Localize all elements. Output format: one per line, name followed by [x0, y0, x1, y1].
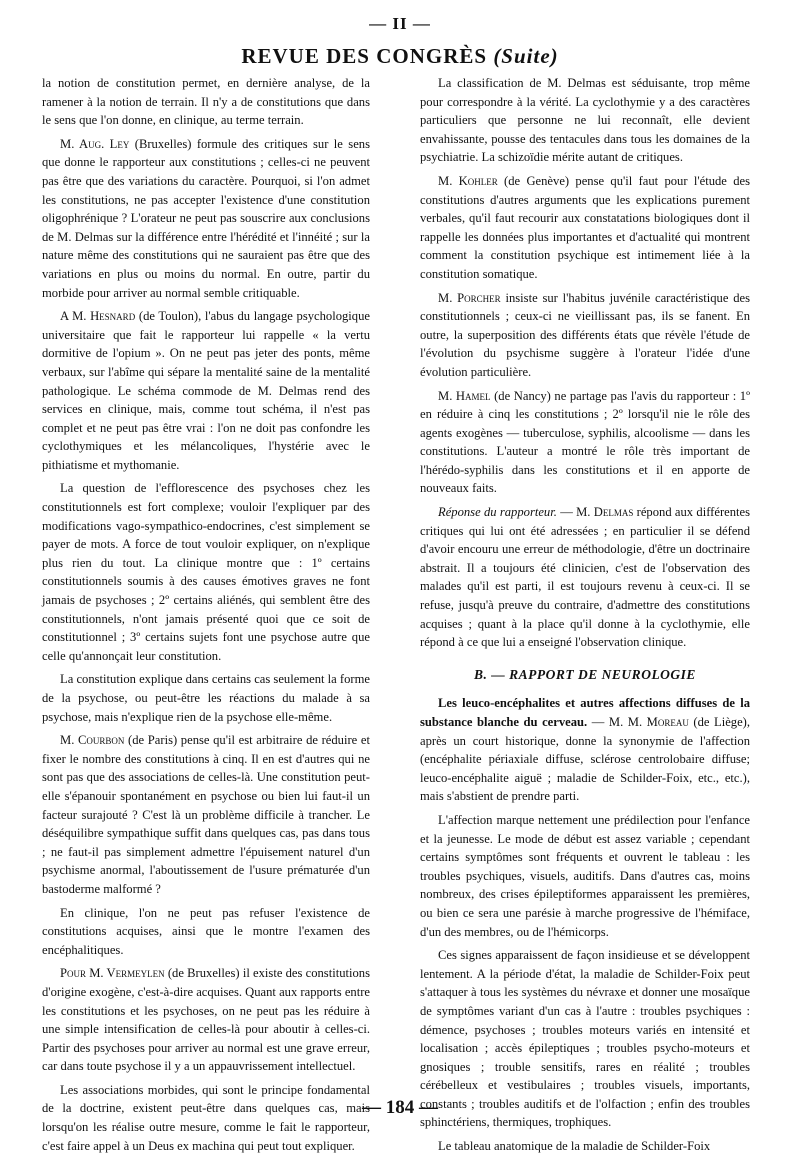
paragraph — [42, 135, 370, 302]
paragraph: La constitution explique dans certains cas seulement la forme de la psychose, ou peut-être les réactions du malade à sa psychose, mais n'explique rien de la psychose elle-même. — [42, 672, 370, 724]
folio-roman: — II — — [369, 14, 431, 33]
speaker-name: A M. Hesnard — [60, 309, 136, 324]
paragraph — [42, 964, 370, 1076]
topic-lead: Les leuco-encéphalites et autres affections diffuses de la substance blanche du cerveau. — [420, 696, 750, 729]
running-title-suffix: (Suite) — [493, 44, 559, 68]
running-title-main: REVUE DES CONGRÈS — [241, 44, 488, 68]
paragraph: La classification de M. Delmas est séduisante, trop même pour correspondre à la vérité. La cyclothymie y a des caractères particuliers que personne ne lui reconnaît, elle devient envahissante, pousse des tentacules dans tous les domaines de la psychiatrie. La schizoïdie mérite autant de critiques. — [420, 76, 750, 165]
speaker-name: M. Porcher — [438, 290, 501, 305]
speaker-name: M. M. Moreau — [608, 715, 689, 729]
paragraph — [420, 172, 750, 284]
paragraph: la notion de constitution permet, en dernière analyse, de la ramener à la notion de terrain. Il n'y a de constitutions que dans le sens que l'on donne, en clinique, au terme terrain. — [42, 76, 370, 128]
speaker-name: Pour M. Vermeylen — [60, 966, 165, 981]
paragraph-text: (de Nancy) ne partage pas l'avis du rapporteur : 1º en réduire à cinq les constitutions ; 2º lorsqu'il nie le rôle des agents exogènes — tuberculose, syphilis, alcoolisme — dans les constitutions. L'auteur a montré le rôle très important de l'hérédo-syphilis dans les constitutions et il en apporte de nouveaux faits. — [420, 388, 751, 496]
paragraph-text: (Bruxelles) formule des critiques sur le sens que donne le rapporteur aux constitutions ; celles-ci ne peuvent pas être que des variations du caractère. Pourquoi, si l'on admet les constitutions, ne pas accepter l'existence d'une constitution oligophrénique ? L'orateur ne peut pas souscrire aux conclusions de M. Delmas sur la différence entre l'hérédité et l'innéité ; sur la nature même des constitutions qui ne sauraient pas être que des variations en plus ou moins du normal. En outre, partir du morbide pour arriver au normal semble critiquable. — [42, 136, 370, 300]
paragraph-text: (de Bruxelles) il existe des constitutions d'origine exogène, c'est-à-dire acquises. Quant aux rapports entre les constitutions et les psychoses, on ne peut pas les réduire à une simple intensification de celles-là pour aboutir à celles-ci. Partir des psychoses pour arriver au normal est une grave erreur, car dans toute psychose il y a un appauvrissement intellectuel. — [42, 966, 370, 1074]
paragraph: Les associations morbides, qui sont le principe fondamental de la doctrine, existent peut-être dans quelques cas, mais lorsqu'on les réalise outre mesure, comme le fait le rapporteur, c'est faire appel à un Deus ex machina qui peut tout expliquer. — [42, 1082, 370, 1153]
paragraph: Les leuco-encéphalites et autres affections diffuses de la substance blanche du cerveau. — M. M. Moreau (de Liège), après un court historique, donne la synonymie de l'affection (encéphalite périaxiale diffuse, sclérose centrolobaire diffuse; leuco-encéphalite aiguë ; maladie de Schilder-Foix, etc., etc.), mais s'abstient de prendre parti. — [420, 696, 751, 804]
paragraph: Ces signes apparaissent de façon insidieuse et se développent lentement. A la période d'état, la maladie de Schilder-Foix peut s'attaquer à tous les systèmes du névraxe et donner une mosaïque de symptômes variant d'un cas à l'autre : troubles psychiques : démence, psychoses ; troubles moteurs variés en intensité et localisation ; accès épileptiques ; troubles psycho-moteurs et gnosiques ; trouble sensitifs, rares en réalité ; troubles cérébelleux et vestibulaires ; troubles visuels, importants, constants ; troubles auditifs et de l'olfaction ; enfin des troubles sphinctériens, thermiques, trophiques. — [420, 948, 750, 1130]
paragraph-text: insiste sur l'habitus juvénile caractéristique des constitutionnels ; ceux-ci ne vieillissant pas, ils se fanent. En outre, la superposition des différents états que révèle l'étude de l'évolution du psychisme suggère à l'orateur l'idée d'une évolution particulière. — [420, 290, 750, 379]
paragraph — [420, 289, 750, 382]
speaker-name: M. Kohler — [438, 173, 498, 188]
paragraph — [42, 307, 370, 474]
paragraph: L'affection marque nettement une prédilection pour l'enfance et la jeunesse. Le mode de début est assez variable ; cependant certains symptômes sont fréquents et ouvrent le tableau : les troubles psychiques, visuels, auditifs. Dans d'autres cas, moins nombreux, des crises épileptiformes apparaissent les premières, ou bien ce sera une parésie à marche progressive de l'hémiface, d'un des membres, ou de l'hémicorps. — [420, 812, 750, 939]
paragraph-text: répond aux différentes critiques qui lui ont été adressées ; en particulier il se défend d'avoir encouru une erreur de méthodologie, d'être un doctrinaire abstrait. Il a toujours été clinicien, c'est de l'observation des malades qu'il est parti, il est toujours revenu à ceux-ci. Il se refuse, jusqu'à preuve du contraire, d'admettre des constitutions acquises ; quant à la place qu'il donne à la cyclothymie, elle répond à ce que lui a enseigné l'observation clinique. — [420, 505, 751, 650]
paragraph-text: (de Liège), après un court historique, donne la synonymie de l'affection (encéphalite périaxiale diffuse, sclérose centrolobaire diffuse; leuco-encéphalite aiguë ; maladie de Schilder-Foix, etc., etc.), mais s'abstient de prendre parti. — [420, 715, 751, 804]
speaker-name: M. Courbon — [60, 733, 125, 748]
paragraph — [42, 731, 370, 898]
paragraph: Le tableau anatomique de la maladie de Schilder-Foix — [438, 1139, 711, 1154]
speaker-name: M. Hamel — [438, 388, 491, 403]
speaker-name: M. Aug. Ley — [60, 136, 130, 151]
page-number: — 184 — — [362, 1097, 438, 1118]
paragraph-text: (de Paris) pense qu'il est arbitraire de réduire et fixer le nombre des constitutions à cinq. Il en est d'autres qui ne sont pas que des associations de celles-là. Une constitution peut-elle s'épanouir spontanément en psychose ou bien lui faut-il un facteur surajouté ? C'est là un problème difficile à trancher. Le déséquilibre sympathique suffit dans quelques cas, pas dans tous ; ne faut-il pas simplement admettre l'épuisement naturel d'un psychisme anormal, l'aboutissement de l'usure prématurée d'un bastoderme malformé ? — [42, 733, 370, 896]
left-column — [42, 74, 370, 1155]
paragraph: Réponse du rapporteur. — M. Delmas répond aux différentes critiques qui lui ont été adressées ; en particulier il se défend d'avoir encouru une erreur de méthodologie, d'être un doctrinaire abstrait. Il a toujours été clinicien, c'est de l'observation des malades qu'il est parti, il est toujours revenu à ceux-ci. Il se refuse, jusqu'à preuve du contraire, d'admettre des constitutions acquises ; quant à la place qu'il donne à la cyclothymie, elle répond à ce que lui a enseigné l'observation clinique. — [420, 505, 751, 650]
running-title — [0, 44, 800, 69]
right-column — [420, 74, 750, 1156]
speaker-name: M. Delmas — [576, 505, 634, 520]
paragraph: En clinique, l'on ne peut pas refuser l'existence de constitutions acquises, ainsi que le montre l'examen des encéphalitiques. — [42, 905, 370, 957]
paragraph: La question de l'efflorescence des psychoses chez les constitutionnels est fort complexe; vouloir l'expliquer par des modifications vago-sympathico-endocrines, c'est simplement se payer de mots. A force de tout vouloir expliquer, on n'explique plus rien du tout. La clinique montre que : 1º certains constitutionnels soumis à des causes émotives graves ne font jamais de psychoses ; 2º certains aliénés, qui semblent être des constitutionnels, n'ont jamais présenté quoi que ce soit de constitutionnel ; 3º certains sujets font une psychose autre que celle qu'annonçait leur constitution. — [42, 481, 370, 663]
reply-lead: Réponse du rapporteur. — [438, 505, 557, 520]
paragraph-text: (de Toulon), l'abus du langage psychologique universitaire que fait le rapporteur lui rappelle « la vertu dormitive de l'opium ». On ne peut pas jeter des ponts, même verbaux, sur l'abîme qui sépare la mentalité saine de la mentalité pathologique. Le schéma commode de M. Delmas rend des services en clinique, mais, comme tout schéma, il n'est pas complet et ne peut pas être vrai : l'on ne doit pas confondre les cyclothymiques et les mélancoliques, l'hystérie avec le pithiatisme et mythomanie. — [42, 309, 370, 472]
section-heading: B. — RAPPORT DE NEUROLOGIE — [474, 666, 696, 682]
paragraph-text: (de Genève) pense qu'il faut pour l'étude des constitutions d'autres arguments que les explications purement verbales, qu'il faut recourir aux constatations biologiques dont il rappelle les données plus importantes et d'actualité qui montrent comment la constitution psychique est intimement liée à la constitution somatique. — [420, 173, 750, 281]
paragraph — [420, 387, 750, 499]
